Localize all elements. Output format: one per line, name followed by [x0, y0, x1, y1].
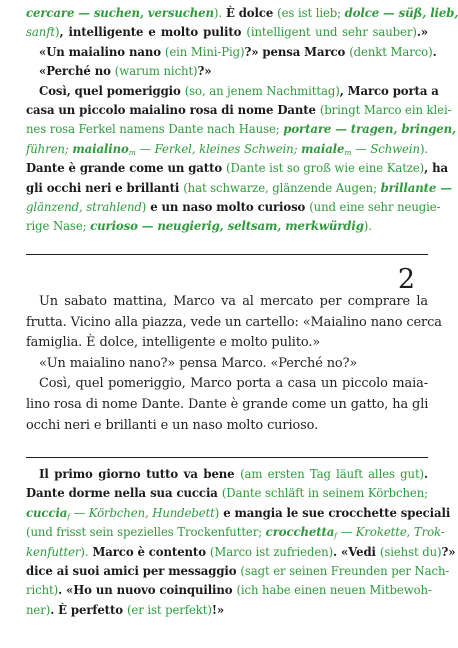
text-line	[26, 62, 428, 81]
text-run: Dante dorme nella sua cuccia	[26, 486, 222, 501]
text-run: (so, an jenem Nachmittag)	[184, 83, 340, 98]
top-annotated-paragraph	[26, 4, 458, 237]
text-run: È dolce	[221, 6, 278, 20]
text-line: Così, quel pomeriggio, Marco porta a casa un piccolo maia-	[39, 376, 428, 392]
text-run: — Krokette, Trok-	[336, 525, 445, 540]
text-run: (Dante ist so groß wie eine Katze)	[226, 161, 425, 176]
section-divider-top	[26, 254, 428, 255]
text-line	[26, 543, 456, 562]
text-run: ).	[80, 544, 89, 559]
text-line	[26, 101, 452, 120]
text-run: .	[58, 583, 63, 598]
text-line	[26, 601, 428, 620]
text-line	[26, 562, 450, 581]
gender-marker: f	[67, 511, 70, 521]
text-run: »	[420, 25, 429, 40]
text-run: portare — tragen, bringen,	[283, 122, 456, 137]
text-run: ner)	[26, 602, 51, 617]
text-run: glänzend, strahlend	[26, 199, 142, 214]
text-run: dolce — süß, lieb,	[344, 6, 458, 20]
text-run: cercare — suchen, versuchen	[26, 6, 214, 20]
text-run: .	[416, 25, 421, 40]
text-run: (hat schwarze, glänzende Augen;	[183, 180, 381, 195]
text-line: occhi neri e brillanti e un naso molto curioso.	[26, 417, 319, 433]
text-run: e mangia le sue crocchette speciali	[219, 505, 451, 520]
text-run: (ich habe einen neuen Mitbewoh-	[236, 583, 432, 598]
text-run: «Un maialino nano	[39, 44, 165, 59]
text-run: dice ai suoi amici per messaggio	[26, 563, 241, 578]
text-run: richt)	[26, 583, 59, 598]
text-run: )	[55, 25, 60, 40]
text-run: kenfutter	[26, 544, 81, 559]
text-run: .	[333, 544, 338, 559]
text-line	[26, 4, 458, 23]
text-run: (bringt Marco ein klei-	[319, 102, 452, 117]
text-run: .	[50, 602, 55, 617]
text-run: Il primo giorno tutto va bene	[39, 467, 241, 481]
text-line	[26, 465, 428, 484]
text-line	[26, 217, 428, 236]
text-run: , ha	[424, 161, 448, 176]
text-line: famiglia. È dolce, intelligente e molto pulito.»	[26, 335, 321, 351]
bottom-annotated-paragraph	[26, 465, 456, 620]
gender-marker: m	[344, 147, 352, 157]
text-run: (er ist perfekt)	[126, 602, 212, 617]
text-run: führen;	[26, 141, 73, 156]
text-line	[26, 179, 452, 198]
text-run: «Ho un nuovo coinquilino	[62, 583, 237, 598]
text-line	[26, 140, 428, 159]
text-run: !»	[211, 602, 225, 617]
text-line: lino rosa di nome Dante. Dante è grande come un gatto, ha gli	[26, 396, 429, 412]
text-run: (Dante schläft in seinem Körbchen;	[221, 486, 428, 501]
text-run: Dante è grande come un gatto	[26, 161, 227, 176]
text-run: maiale	[301, 141, 345, 156]
text-run: — Körbchen, Hundebett	[69, 505, 215, 520]
text-run: (ein Mini-Pig)	[164, 44, 245, 59]
text-run: (Marco ist zufrieden)	[209, 544, 334, 559]
text-line	[26, 198, 441, 217]
text-run: ).	[363, 219, 372, 234]
text-run: curioso — neugierig, seltsam, merkwürdig	[90, 219, 364, 234]
text-line: frutta. Vicino alla piazza, vede un cartello: «Maialino nano cerca	[26, 314, 442, 330]
section-divider-bottom	[26, 457, 428, 458]
text-run: (am ersten Tag läuft alles gut)	[240, 467, 424, 481]
gender-marker: m	[128, 147, 136, 157]
text-run: brillante —	[380, 180, 452, 195]
text-run: (warum nicht)	[114, 64, 198, 79]
text-run: gli occhi neri e brillanti	[26, 180, 184, 195]
text-line	[26, 23, 428, 42]
text-run: (und eine sehr neugie-	[309, 199, 441, 214]
text-line	[26, 43, 437, 62]
text-run: (intelligent und sehr sauber)	[246, 25, 417, 40]
text-run: crocchetta	[265, 525, 335, 540]
text-run: ?»	[441, 544, 456, 559]
gender-marker: f	[334, 531, 337, 541]
text-run: È perfetto	[54, 602, 127, 617]
text-run: ).	[213, 6, 222, 20]
text-run: ?» pensa Marco	[244, 44, 350, 59]
text-run: cuccia	[26, 505, 68, 520]
text-run: (es ist lieb;	[277, 6, 345, 20]
text-run: sanft	[26, 25, 56, 40]
text-line	[26, 504, 451, 523]
text-run: , Marco porta a	[339, 83, 439, 98]
text-run: .	[432, 44, 437, 59]
text-line	[26, 82, 439, 101]
text-line: Un sabato mattina, Marco va al mercato per comprare la	[39, 294, 428, 309]
chapter-number: 2	[397, 264, 415, 295]
text-line	[26, 159, 448, 178]
text-line: «Un maialino nano?» pensa Marco. «Perché no?»	[39, 355, 358, 371]
text-run: nes rosa Ferkel namens Dante nach Hause;	[26, 122, 284, 137]
text-run: «Perché no	[39, 64, 115, 79]
text-run: — Schwein	[351, 141, 420, 156]
text-run: )	[214, 505, 220, 520]
text-run: maialino	[72, 141, 129, 156]
text-run: e un naso molto curioso	[146, 199, 310, 214]
text-line	[26, 120, 456, 139]
text-run: casa un piccolo maialino rosa di nome Dante	[26, 102, 320, 117]
text-line	[26, 484, 428, 503]
text-run: «Vedi	[337, 544, 380, 559]
text-run: (denkt Marco)	[349, 44, 433, 59]
text-run: (siehst du)	[379, 544, 442, 559]
text-run: rige Nase;	[26, 219, 91, 234]
text-run: Così, quel pomeriggio	[39, 83, 185, 98]
text-run: (sagt er seinen Freunden per Nach-	[240, 563, 450, 578]
text-line	[26, 581, 432, 600]
text-run: .	[424, 467, 428, 481]
text-line	[26, 523, 445, 542]
text-run: (und frisst sein spezielles Trockenfutter;	[26, 525, 266, 540]
text-run: Marco è contento	[88, 544, 210, 559]
text-run: — Ferkel, kleines Schwein;	[135, 141, 302, 156]
text-run: ).	[419, 141, 429, 156]
text-run: ?»	[197, 64, 212, 79]
text-run: )	[141, 199, 147, 214]
text-run: , intelligente e molto pulito	[59, 25, 247, 40]
plain-italian-paragraph	[26, 292, 442, 436]
